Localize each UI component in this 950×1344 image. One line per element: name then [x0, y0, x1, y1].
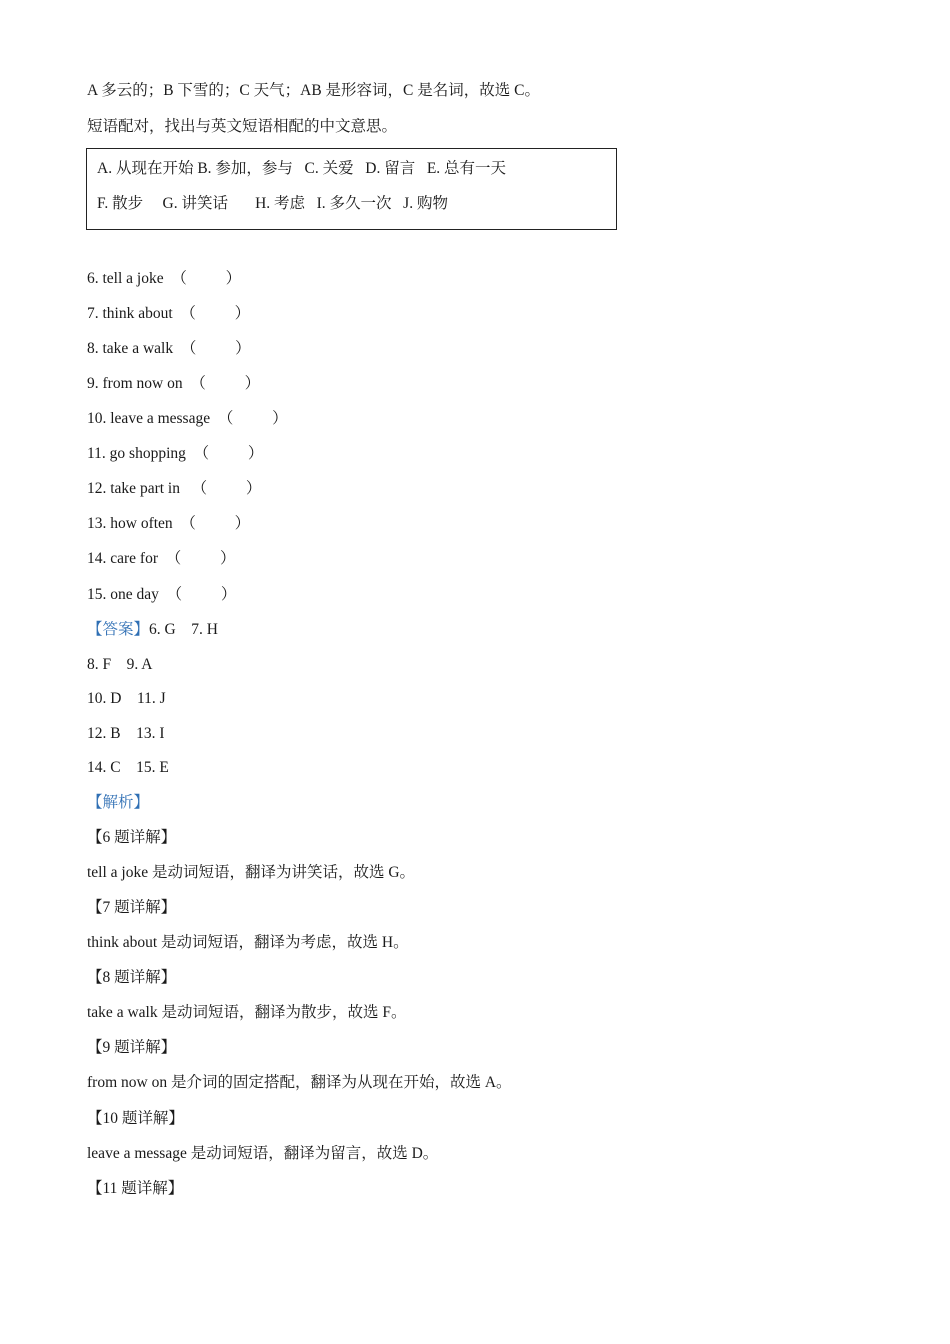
detail-text: think about 是动词短语，翻译为考虑，故选 H。: [87, 934, 409, 951]
option-row-2: F. 散步 G. 讲笑话 H. 考虑 I. 多久一次 J. 购物: [97, 195, 448, 212]
detail-text: take a walk 是动词短语，翻译为散步，故选 F。: [87, 1004, 407, 1021]
answer-line: 12. B 13. I: [87, 725, 165, 742]
instruction: 短语配对，找出与英文短语相配的中文意思。: [87, 118, 398, 135]
detail-heading: 【10 题详解】: [87, 1110, 184, 1127]
answer-line: 10. D 11. J: [87, 690, 166, 707]
question-11: 11. go shopping （ ）: [87, 445, 264, 462]
answer-first: 6. G 7. H: [149, 621, 218, 638]
detail-heading: 【8 题详解】: [87, 969, 177, 986]
question-13: 13. how often （ ）: [87, 515, 251, 532]
detail-text: tell a joke 是动词短语，翻译为讲笑话，故选 G。: [87, 864, 416, 881]
question-6: 6. tell a joke （ ）: [87, 270, 242, 287]
answer-line: 14. C 15. E: [87, 759, 169, 776]
option-row-1: A. 从现在开始 B. 参加，参与 C. 关爱 D. 留言 E. 总有一天: [97, 160, 507, 177]
detail-heading: 【9 题详解】: [87, 1039, 177, 1056]
question-15: 15. one day （ ）: [87, 586, 237, 603]
analysis-label: 【解析】: [87, 794, 150, 811]
question-9: 9. from now on （ ）: [87, 375, 261, 392]
detail-text: leave a message 是动词短语，翻译为留言，故选 D。: [87, 1145, 439, 1162]
question-14: 14. care for （ ）: [87, 550, 236, 567]
option-box: [86, 148, 617, 230]
detail-heading: 【11 题详解】: [87, 1180, 184, 1197]
answer-label: 【答案】: [87, 621, 150, 638]
intro-line: A 多云的；B 下雪的；C 天气；AB 是形容词，C 是名词，故选 C。: [87, 82, 540, 99]
answer-line: [87, 620, 218, 640]
question-7: 7. think about （ ）: [87, 305, 251, 322]
question-8: 8. take a walk （ ）: [87, 340, 251, 357]
detail-heading: 【6 题详解】: [87, 829, 177, 846]
question-10: 10. leave a message （ ）: [87, 410, 288, 427]
detail-text: from now on 是介词的固定搭配，翻译为从现在开始，故选 A。: [87, 1074, 512, 1091]
question-12: 12. take part in （ ）: [87, 480, 262, 497]
answer-line: 8. F 9. A: [87, 656, 153, 673]
detail-heading: 【7 题详解】: [87, 899, 177, 916]
